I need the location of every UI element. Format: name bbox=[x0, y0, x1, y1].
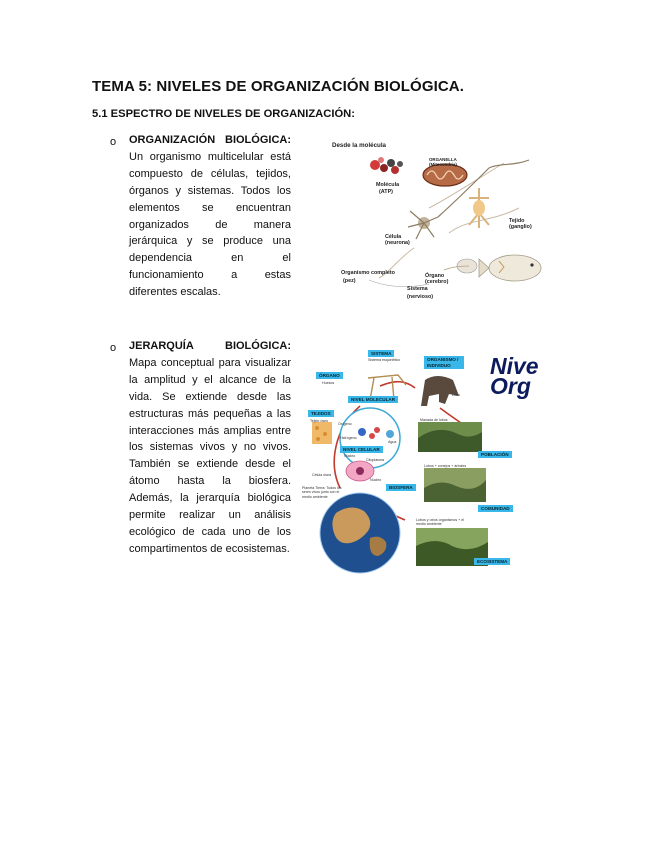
note-tejido-oseo: Tejido óseo bbox=[310, 419, 329, 423]
paragraph-organizacion bbox=[129, 132, 291, 301]
heading-fragment-1: Nive bbox=[490, 353, 539, 379]
tag-organismo: ORGANISMO / INDIVIDUO bbox=[424, 356, 464, 369]
figure-levels-from-molecule bbox=[329, 138, 547, 303]
label-cell: Célula bbox=[385, 234, 402, 240]
note-manada: Manada de lobos bbox=[420, 418, 448, 422]
tag-comunidad: COMUNIDAD bbox=[478, 505, 513, 512]
tag-biosfera: BIOSFERA bbox=[386, 484, 416, 491]
label-system: Sistema bbox=[407, 286, 428, 292]
tag-sistema: SISTEMA bbox=[368, 350, 394, 357]
label-molecule: Molécula bbox=[376, 182, 400, 188]
label-organism-sub: (pez) bbox=[343, 278, 356, 284]
label-molecule-sub: (ATP) bbox=[379, 189, 393, 195]
label-organism: Organismo completo bbox=[341, 270, 395, 276]
note-lobos-otros: Lobos y otros organismos + el medio ambiente bbox=[416, 518, 465, 527]
label-organelle-sub: (Mitocondria) bbox=[429, 162, 457, 167]
bullet-marker: o bbox=[110, 136, 117, 148]
note-agua: Agua bbox=[388, 440, 397, 444]
figure-title: Desde la molécula bbox=[332, 142, 386, 149]
note-lobos-conejos: Lobos + conejos + árboles bbox=[424, 464, 467, 468]
note-esqueleto: Sistema esquelético bbox=[368, 358, 401, 362]
section-title: 5.1 ESPECTRO DE NIVELES DE ORGANIZACIÓN: bbox=[92, 108, 355, 120]
note-nucleo: Núcleo bbox=[370, 478, 382, 482]
note-planeta: Planeta Tierra: Todos los seres vivos junto con el medio ambiente bbox=[302, 486, 342, 499]
note-citoplasma: Citoplasma bbox=[366, 458, 384, 462]
tag-organo: ÓRGANO bbox=[316, 372, 343, 379]
tag-nivel-celular: NIVEL CELULAR bbox=[340, 446, 383, 453]
label-tissue: Tejido bbox=[509, 218, 525, 224]
bullet-marker: o bbox=[110, 342, 117, 354]
tag-tejidos: TEJIDOS bbox=[308, 410, 334, 417]
label-organ: Órgano bbox=[425, 273, 445, 279]
label-organ-sub: (cerebro) bbox=[425, 279, 449, 285]
paragraph-body: Mapa conceptual para visualizar la amplitud y el alcance de la vida. Se extiende desde las estructuras más pequeñas a las interacciones más amplias entre los sistemas vivos y no vivos. También se extiende desde el átomo hasta la biosfera. Además, la jerarquía biológica permite realizar un análisis ecológico de cada uno de los compartimentos de ecosistemas. bbox=[129, 356, 291, 555]
label-system-sub: (nervioso) bbox=[407, 294, 434, 300]
note-nucleo-cel: Núcleo bbox=[344, 454, 356, 458]
paragraph-heading: ORGANIZACIÓN BIOLÓGICA: bbox=[129, 134, 291, 146]
note-hidrogeno: Hidrógeno bbox=[340, 436, 357, 440]
note-lobo: Lobo bbox=[452, 393, 460, 397]
label-organelle: ORGANELLA bbox=[429, 157, 457, 162]
tag-poblacion: POBLACIÓN bbox=[478, 451, 512, 458]
paragraph-heading: JERARQUÍA BIOLÓGICA: bbox=[129, 340, 291, 352]
note-huesos: Huesos bbox=[322, 381, 335, 385]
note-oxigeno: Oxígeno bbox=[338, 422, 352, 426]
tag-nivel-molecular: NIVEL MOLECULAR bbox=[348, 396, 398, 403]
figure-biological-hierarchy bbox=[300, 348, 539, 576]
tag-ecosistema: ECOSISTEMA bbox=[474, 558, 510, 565]
label-cell-sub: (neurona) bbox=[385, 240, 410, 246]
note-celula-osea: Célula ósea bbox=[312, 473, 331, 477]
label-tissue-sub: (ganglio) bbox=[509, 224, 532, 230]
paragraph-jerarquia bbox=[129, 338, 291, 558]
heading-fragment-2: Org bbox=[490, 373, 531, 399]
page-title: TEMA 5: NIVELES DE ORGANIZACIÓN BIOLÓGICA. bbox=[92, 78, 464, 95]
paragraph-body: Un organismo multicelular está compuesto de células, tejidos, órganos y sistemas. Todos los elementos se encuentran organizados de manera jerárquica y se produce una dependencia en el funcionamiento a estas diferentes escalas. bbox=[129, 150, 291, 299]
